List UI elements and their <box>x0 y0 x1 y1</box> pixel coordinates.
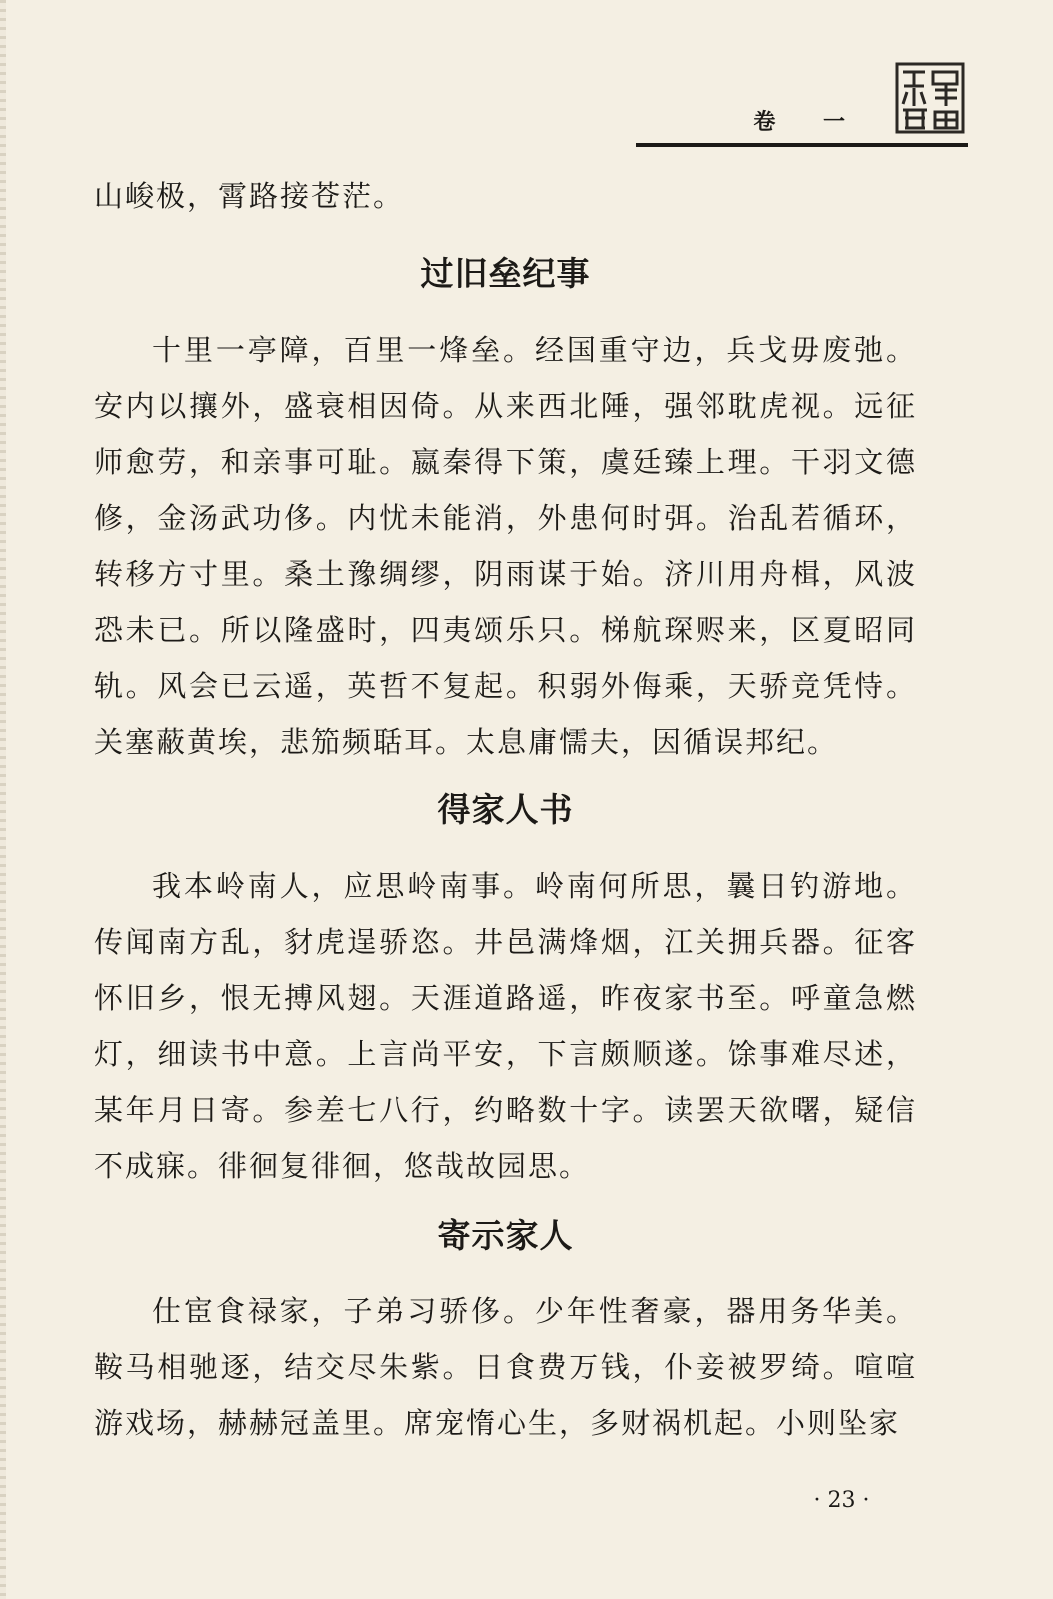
page-number: · 23 · <box>813 1488 870 1513</box>
chapter-label: 卷 一 <box>753 109 865 135</box>
poem-title: 过旧垒纪事 <box>420 254 591 293</box>
running-header <box>653 60 993 160</box>
poem-body <box>94 322 917 770</box>
continued-text: 山峻极，霄路接苍茫。 <box>94 179 405 213</box>
poem-title: 得家人书 <box>437 790 574 829</box>
seal-stamp-icon <box>895 62 965 134</box>
continued-verse <box>94 168 917 224</box>
poem-text: 十里一亭障，百里一烽垒。经国重守边，兵戈毋废弛。安内以攘外，盛衰相因倚。从来西北陲，强邻耽虎视。远征师愈劳，和亲事可耻。嬴秦得下策，虞廷臻上理。干羽文德修，金汤武功侈。内忧未能消，外患何时弭。治乱若循环，转移方寸里。桑土豫绸缪，阴雨谋于始。济川用舟楫，风波恐未已。所以隆盛时，四夷颂乐只。梯航琛赆来，区夏昭同轨。风会已云遥，英哲不复起。积弱外侮乘，天骄竞凭恃。关塞蔽黄埃，悲笳频聒耳。太息庸懦夫，因循误邦纪。 <box>94 333 917 759</box>
page-edge <box>0 0 6 1599</box>
poem-text: 我本岭南人，应思岭南事。岭南何所思，曩日钓游地。传闻南方乱，豺虎逞骄恣。井邑满烽烟，江关拥兵器。征客怀旧乡，恨无搏风翅。天涯道路遥，昨夜家书至。呼童急燃灯，细读书中意。上言尚平安，下言颇顺遂。馀事难尽述，某年月日寄。参差七八行，约略数十字。读罢天欲曙，疑信不成寐。徘徊复徘徊，悠哉故园思。 <box>94 869 917 1183</box>
poem-body <box>94 858 917 1194</box>
poem-body <box>94 1283 917 1451</box>
header-rule <box>636 143 968 147</box>
poem-text: 仕宦食禄家，子弟习骄侈。少年性奢豪，器用务华美。鞍马相驰逐，结交尽朱紫。日食费万钱，仆妾被罗绮。喧喧游戏场，赫赫冠盖里。席宠惰心生，多财祸机起。小则坠家 <box>94 1294 917 1440</box>
poem-title: 寄示家人 <box>437 1216 574 1255</box>
